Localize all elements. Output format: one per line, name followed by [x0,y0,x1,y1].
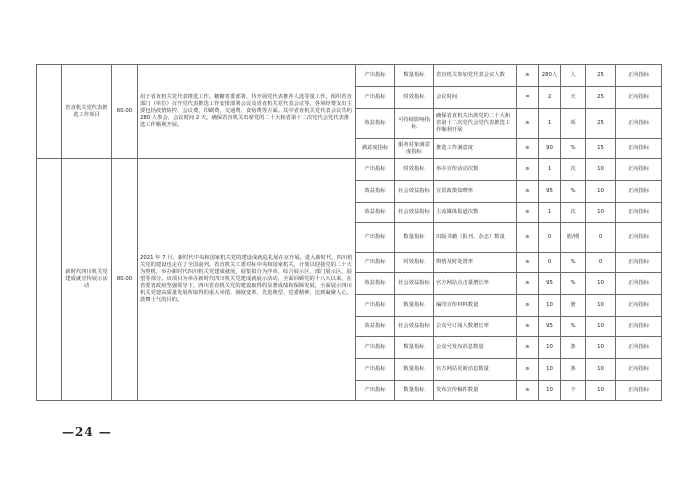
score-weight: 10 [586,295,616,317]
performance-indicator-table [36,64,662,401]
indicator-level2: 时效指标 [395,87,434,109]
project-budget: 60.00 [112,65,138,159]
indicator-name: 主流媒体报道次数 [434,203,517,223]
indicator-level2: 数量指标 [395,337,434,359]
score-weight: 0 [586,223,616,253]
unit: 天 [561,87,586,109]
indicator-name: 确保省直机关出席党的二十大和省第十二次党代会党代表推选工作顺利开展 [434,109,517,139]
indicator-level1: 效益指标 [356,317,395,337]
comparison-operator: ≥ [517,159,539,181]
indicator-name: 推选工作满意度 [434,139,517,159]
project-name: 省直机关党代表推选工作项目 [62,65,112,159]
comparison-operator: ≥ [517,139,539,159]
comparison-operator: ≥ [517,295,539,317]
indicator-direction: 正向指标 [616,273,662,295]
indicator-direction: 正向指标 [616,337,662,359]
target-value: 90 [539,139,561,159]
indicator-level1: 产出指标 [356,65,395,87]
target-value: 0 [539,253,561,273]
indicator-name: 公众号订阅人数增长率 [434,317,517,337]
indicator-level1: 产出指标 [356,359,395,381]
indicator-level1: 效益指标 [356,181,395,203]
indicator-direction: 正向指标 [616,295,662,317]
indicator-level1: 产出指标 [356,381,395,401]
indicator-name: 出版书籍（报刊、杂志）数量 [434,223,517,253]
indicator-direction: 正向指标 [616,87,662,109]
indicator-level1: 产出指标 [356,253,395,273]
indicator-direction: 正向指标 [616,359,662,381]
indicator-level1: 效益指标 [356,109,395,139]
comparison-operator: ≥ [517,203,539,223]
indicator-level2: 社会效益指标 [395,317,434,337]
indicator-direction: 正向指标 [616,223,662,253]
indicator-level1: 产出指标 [356,87,395,109]
indicator-level2: 数量指标 [395,223,434,253]
unit: 人 [561,65,586,87]
indicator-level2: 社会效益指标 [395,181,434,203]
indicator-level2: 数量指标 [395,359,434,381]
table-row [37,65,662,87]
target-value: 10 [539,381,561,401]
unit: % [561,181,586,203]
indicator-direction: 正向指标 [616,253,662,273]
comparison-operator: = [517,87,539,109]
target-value: 95 [539,181,561,203]
indicator-name: 会议时间 [434,87,517,109]
score-weight: 25 [586,65,616,87]
indicator-level1: 产出指标 [356,337,395,359]
blank-cell [37,159,62,401]
comparison-operator: ≥ [517,109,539,139]
target-value: 1 [539,203,561,223]
comparison-operator: ≥ [517,359,539,381]
indicator-level1: 产出指标 [356,159,395,181]
comparison-operator: ≥ [517,181,539,203]
indicator-level1: 产出指标 [356,295,395,317]
table-row [37,159,662,181]
blank-cell [37,65,62,159]
indicator-direction: 正向指标 [616,65,662,87]
target-value: 10 [539,337,561,359]
indicator-name: 举办宣传活动次数 [434,159,517,181]
indicator-direction: 正向指标 [616,139,662,159]
indicator-name: 发布宣传稿件数量 [434,381,517,401]
unit: % [561,139,586,159]
indicator-name: 编印宣传材料数量 [434,295,517,317]
score-weight: 10 [586,203,616,223]
indicator-level2: 数量指标 [395,65,434,87]
target-value: 1 [539,109,561,139]
indicator-level1: 效益指标 [356,273,395,295]
indicator-level1: 产出指标 [356,223,395,253]
indicator-level2: 社会效益指标 [395,203,434,223]
indicator-name: 宣贯政策知晓率 [434,181,517,203]
score-weight: 10 [586,273,616,295]
indicator-direction: 正向指标 [616,181,662,203]
target-value: 10 [539,359,561,381]
score-weight: 10 [586,317,616,337]
indicator-name: 舆情及时处置率 [434,253,517,273]
score-weight: 10 [586,359,616,381]
target-value: 95 [539,273,561,295]
unit: 条 [561,337,586,359]
indicator-level2: 数量指标 [395,295,434,317]
indicator-direction: 正向指标 [616,109,662,139]
score-weight: 25 [586,87,616,109]
target-value: 280人 [539,65,561,87]
comparison-operator: ≥ [517,273,539,295]
unit: 册 [561,295,586,317]
score-weight: 10 [586,159,616,181]
target-value: 95 [539,317,561,337]
unit: 次 [561,203,586,223]
project-name: 新时代四川机关党建成就宣传展示活动 [62,159,112,401]
project-description: 2021 年 7 月，新时代中央和国家机关党的建设成就巡礼展在京开展。进入新时代，四川机关党的建设也走在了全国前列。省直机关工委对标中央和国家机关，计划以迎接党的二十大为契机，举办新时代四川机关党建成就展，展览拟分为序章、综合展示区、部门展示区、展望等部分。该项目为举办新时代四川机关党建成就展示活动，全面回顾党的十八大以来，在省委省政府坚强领导下，四川省直机关党的建设取得的显著成绩和保障发展，全面展示四川机关党建高质量发展所取得的重大举措、制度变革、先进典型、党委精神，达到凝聚人心，鼓舞士气的目的。 [138,159,356,401]
indicator-level2: 时效指标 [395,253,434,273]
unit: 册/期 [561,223,586,253]
score-weight: 25 [586,109,616,139]
score-weight: 10 [586,337,616,359]
indicator-name: 公众号发布消息数量 [434,337,517,359]
table-body [37,65,662,401]
page-number: —24 — [62,425,112,439]
indicator-direction: 正向指标 [616,159,662,181]
indicator-name: 官方网站点击量增长率 [434,273,517,295]
unit: 项 [561,109,586,139]
score-weight: 15 [586,139,616,159]
score-weight: 10 [586,381,616,401]
comparison-operator: ≥ [517,253,539,273]
indicator-level2: 社会效益指标 [395,273,434,295]
indicator-level2: 服务对象满意度指标 [395,139,434,159]
target-value: 10 [539,295,561,317]
score-weight: 10 [586,181,616,203]
project-budget: 80.00 [112,159,138,401]
score-weight: 0 [586,253,616,273]
unit: % [561,253,586,273]
unit: % [561,317,586,337]
indicator-level2: 数量指标 [395,381,434,401]
unit: 个 [561,381,586,401]
indicator-level1: 满意度指标 [356,139,395,159]
target-value: 0 [539,223,561,253]
unit: 条 [561,359,586,381]
indicator-name: 官方网站更新消息数量 [434,359,517,381]
comparison-operator: ≥ [517,223,539,253]
comparison-operator: ≥ [517,65,539,87]
indicator-direction: 正向指标 [616,317,662,337]
unit: 次 [561,159,586,181]
indicator-level2: 时效指标 [395,159,434,181]
comparison-operator: ≥ [517,317,539,337]
target-value: 1 [539,159,561,181]
indicator-direction: 正向指标 [616,203,662,223]
unit: % [561,273,586,295]
project-description: 用于省直机关党代表推选工作。糖糖省委部署，待开展党代表推荐人选等量工作。组织省直部门（单位）召开党代表推选工作安排部署会议及省直机关党代表会议等。各项经费支出主要包括疫情防控、会议费、印刷费、交通费、食宿费等方面。其中省直机关党代表会议共约 280 人参会，会议时间 2 天。确保省直机关出席党的二十大和省第十二次党代会党代表推选工作顺利开展。 [138,65,356,159]
indicator-direction: 正向指标 [616,381,662,401]
indicator-level2: 可持续影响指标 [395,109,434,139]
comparison-operator: ≥ [517,337,539,359]
indicator-name: 省直机关参加党代表会议人数 [434,65,517,87]
indicator-level1: 效益指标 [356,203,395,223]
comparison-operator: ≥ [517,381,539,401]
target-value: 2 [539,87,561,109]
